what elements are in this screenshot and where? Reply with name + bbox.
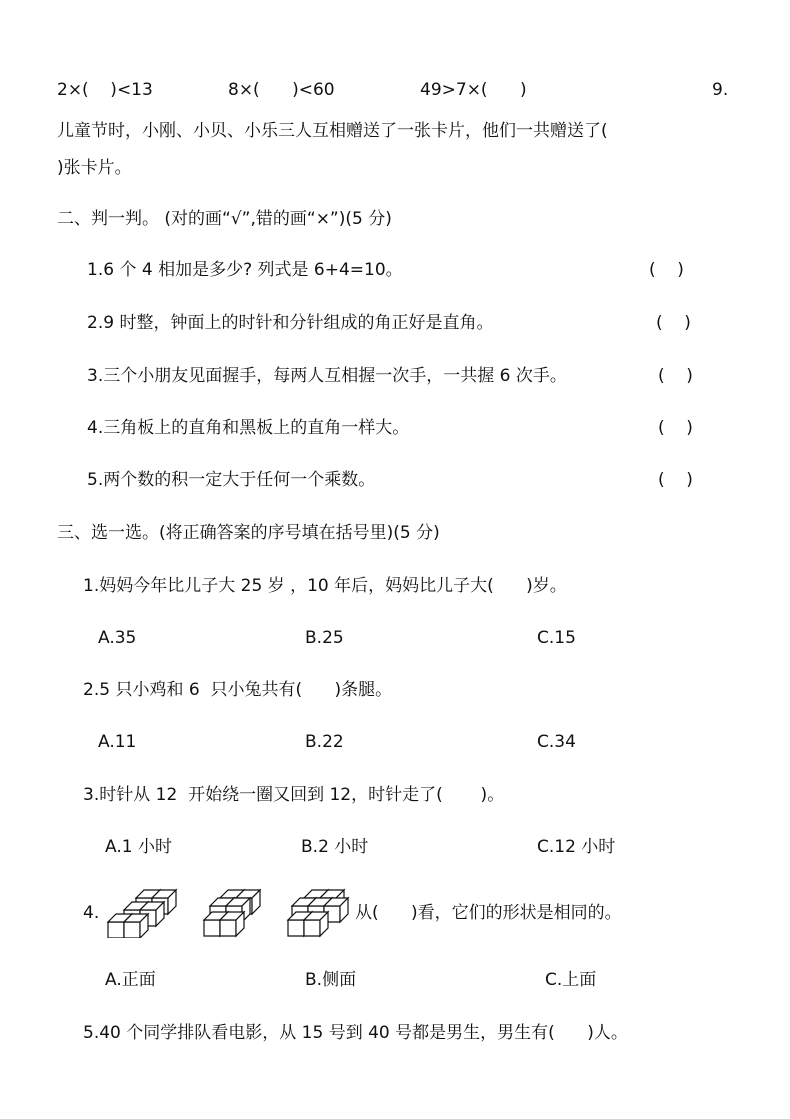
- judge-item-1: 1.6 个 4 相加是多少? 列式是 6+4=10。: [87, 260, 403, 280]
- q8-part3: 49>7×( ): [420, 80, 527, 100]
- q9-number: 9.: [712, 80, 729, 100]
- choice-q3-option-b[interactable]: B.2 小时: [301, 837, 369, 857]
- judge-answer-1[interactable]: ( ): [649, 260, 684, 280]
- choice-q2-option-a[interactable]: A.11: [98, 732, 137, 752]
- cube-shape-1: [108, 890, 176, 938]
- choice-q1-option-a[interactable]: A.35: [98, 628, 137, 648]
- choice-q1-option-b[interactable]: B.25: [305, 628, 344, 648]
- choice-q4-option-c[interactable]: C.上面: [545, 970, 597, 990]
- judge-answer-4[interactable]: ( ): [658, 418, 693, 438]
- choice-q3: 3.时针从 12 开始绕一圈又回到 12，时针走了( )。: [83, 785, 505, 805]
- choice-q3-option-c[interactable]: C.12 小时: [537, 837, 616, 857]
- section3-heading: 三、选一选。(将正确答案的序号填在括号里)(5 分): [57, 523, 440, 543]
- choice-q4-number: 4.: [83, 903, 100, 923]
- choice-q4-option-b[interactable]: B.侧面: [305, 970, 357, 990]
- judge-item-4: 4.三角板上的直角和黑板上的直角一样大。: [87, 418, 410, 438]
- judge-item-2: 2.9 时整，钟面上的时针和分针组成的角正好是直角。: [87, 313, 494, 333]
- choice-q1-option-c[interactable]: C.15: [537, 628, 576, 648]
- cube-shape-3: [288, 890, 348, 936]
- q9-line1: 儿童节时，小刚、小贝、小乐三人互相赠送了一张卡片，他们一共赠送了(: [57, 121, 608, 141]
- choice-q1: 1.妈妈今年比儿子大 25 岁 ，10 年后，妈妈比儿子大( )岁。: [83, 576, 567, 596]
- judge-answer-2[interactable]: ( ): [656, 313, 691, 333]
- section2-heading: 二、判一判。 (对的画“√”,错的画“×”)(5 分): [57, 209, 392, 229]
- cube-shape-2: [204, 890, 260, 936]
- q9-line2: )张卡片。: [57, 158, 132, 178]
- choice-q4-option-a[interactable]: A.正面: [105, 970, 156, 990]
- choice-q3-option-a[interactable]: A.1 小时: [105, 837, 172, 857]
- cube-figures: [106, 884, 356, 938]
- judge-item-5: 5.两个数的积一定大于任何一个乘数。: [87, 470, 376, 490]
- choice-q2: 2.5 只小鸡和 6 只小兔共有( )条腿。: [83, 680, 393, 700]
- q8-part1: 2×( )<13: [57, 80, 153, 100]
- judge-answer-3[interactable]: ( ): [658, 366, 693, 386]
- choice-q2-option-b[interactable]: B.22: [305, 732, 344, 752]
- choice-q5: 5.40 个同学排队看电影，从 15 号到 40 号都是男生，男生有( )人。: [83, 1023, 628, 1043]
- choice-q2-option-c[interactable]: C.34: [537, 732, 576, 752]
- q8-part2: 8×( )<60: [228, 80, 335, 100]
- choice-q4: 从( )看，它们的形状是相同的。: [355, 903, 622, 923]
- judge-answer-5[interactable]: ( ): [658, 470, 693, 490]
- judge-item-3: 3.三个小朋友见面握手，每两人互相握一次手，一共握 6 次手。: [87, 366, 567, 386]
